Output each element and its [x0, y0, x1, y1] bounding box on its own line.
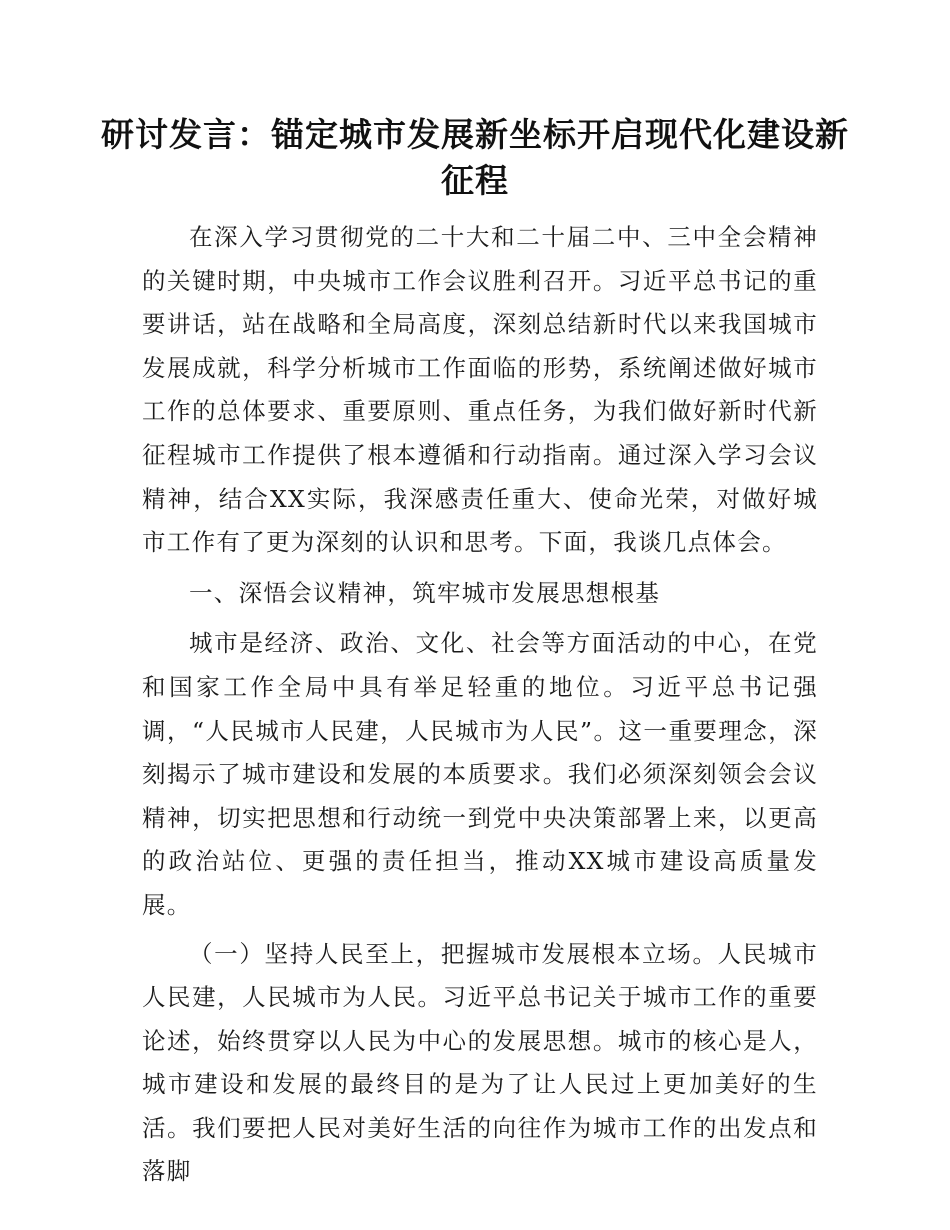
section-paragraph: 城市是经济、政治、文化、社会等方面活动的中心，在党和国家工作全局中具有举足轻重的地位。习近平总书记强调，“人民城市人民建，人民城市为人民”。这一重要理念，深刻揭示了城市建设和发展的本质要求。我们必须深刻领会会议精神，切实把思想和行动统一到党中央决策部署上来，以更高的政治站位、更强的责任担当，推动XX城市建设高质量发展。 [142, 629, 818, 919]
intro-paragraph: 在深入学习贯彻党的二十大和二十届二中、三中全会精神的关键时期，中央城市工作会议胜利召开。习近平总书记的重要讲话，站在战略和全局高度，深刻总结新时代以来我国城市发展成就，科学分析城市工作面临的形势，系统阐述做好城市工作的总体要求、重要原则、重点任务，为我们做好新时代新征程城市工作提供了根本遵循和行动指南。通过深入学习会议精神，结合XX实际，我深感责任重大、使命光荣，对做好城市工作有了更为深刻的认识和思考。下面，我谈几点体会。 [142, 223, 818, 557]
subsection-paragraph: （一）坚持人民至上，把握城市发展根本立场。人民城市人民建，人民城市为人民。习近平总书记关于城市工作的重要论述，始终贯穿以人民为中心的发展思想。城市的核心是人，城市建设和发展的最终目的是为了让人民过上更加美好的生活。我们要把人民对美好生活的向往作为城市工作的出发点和落脚 [142, 939, 818, 1186]
document-body [142, 216, 818, 1194]
document-title: 研讨发言：锚定城市发展新坐标开启现代化建设新征程 [101, 115, 849, 200]
section-heading: 一、深悟会议精神，筑牢城市发展思想根基 [189, 578, 661, 607]
